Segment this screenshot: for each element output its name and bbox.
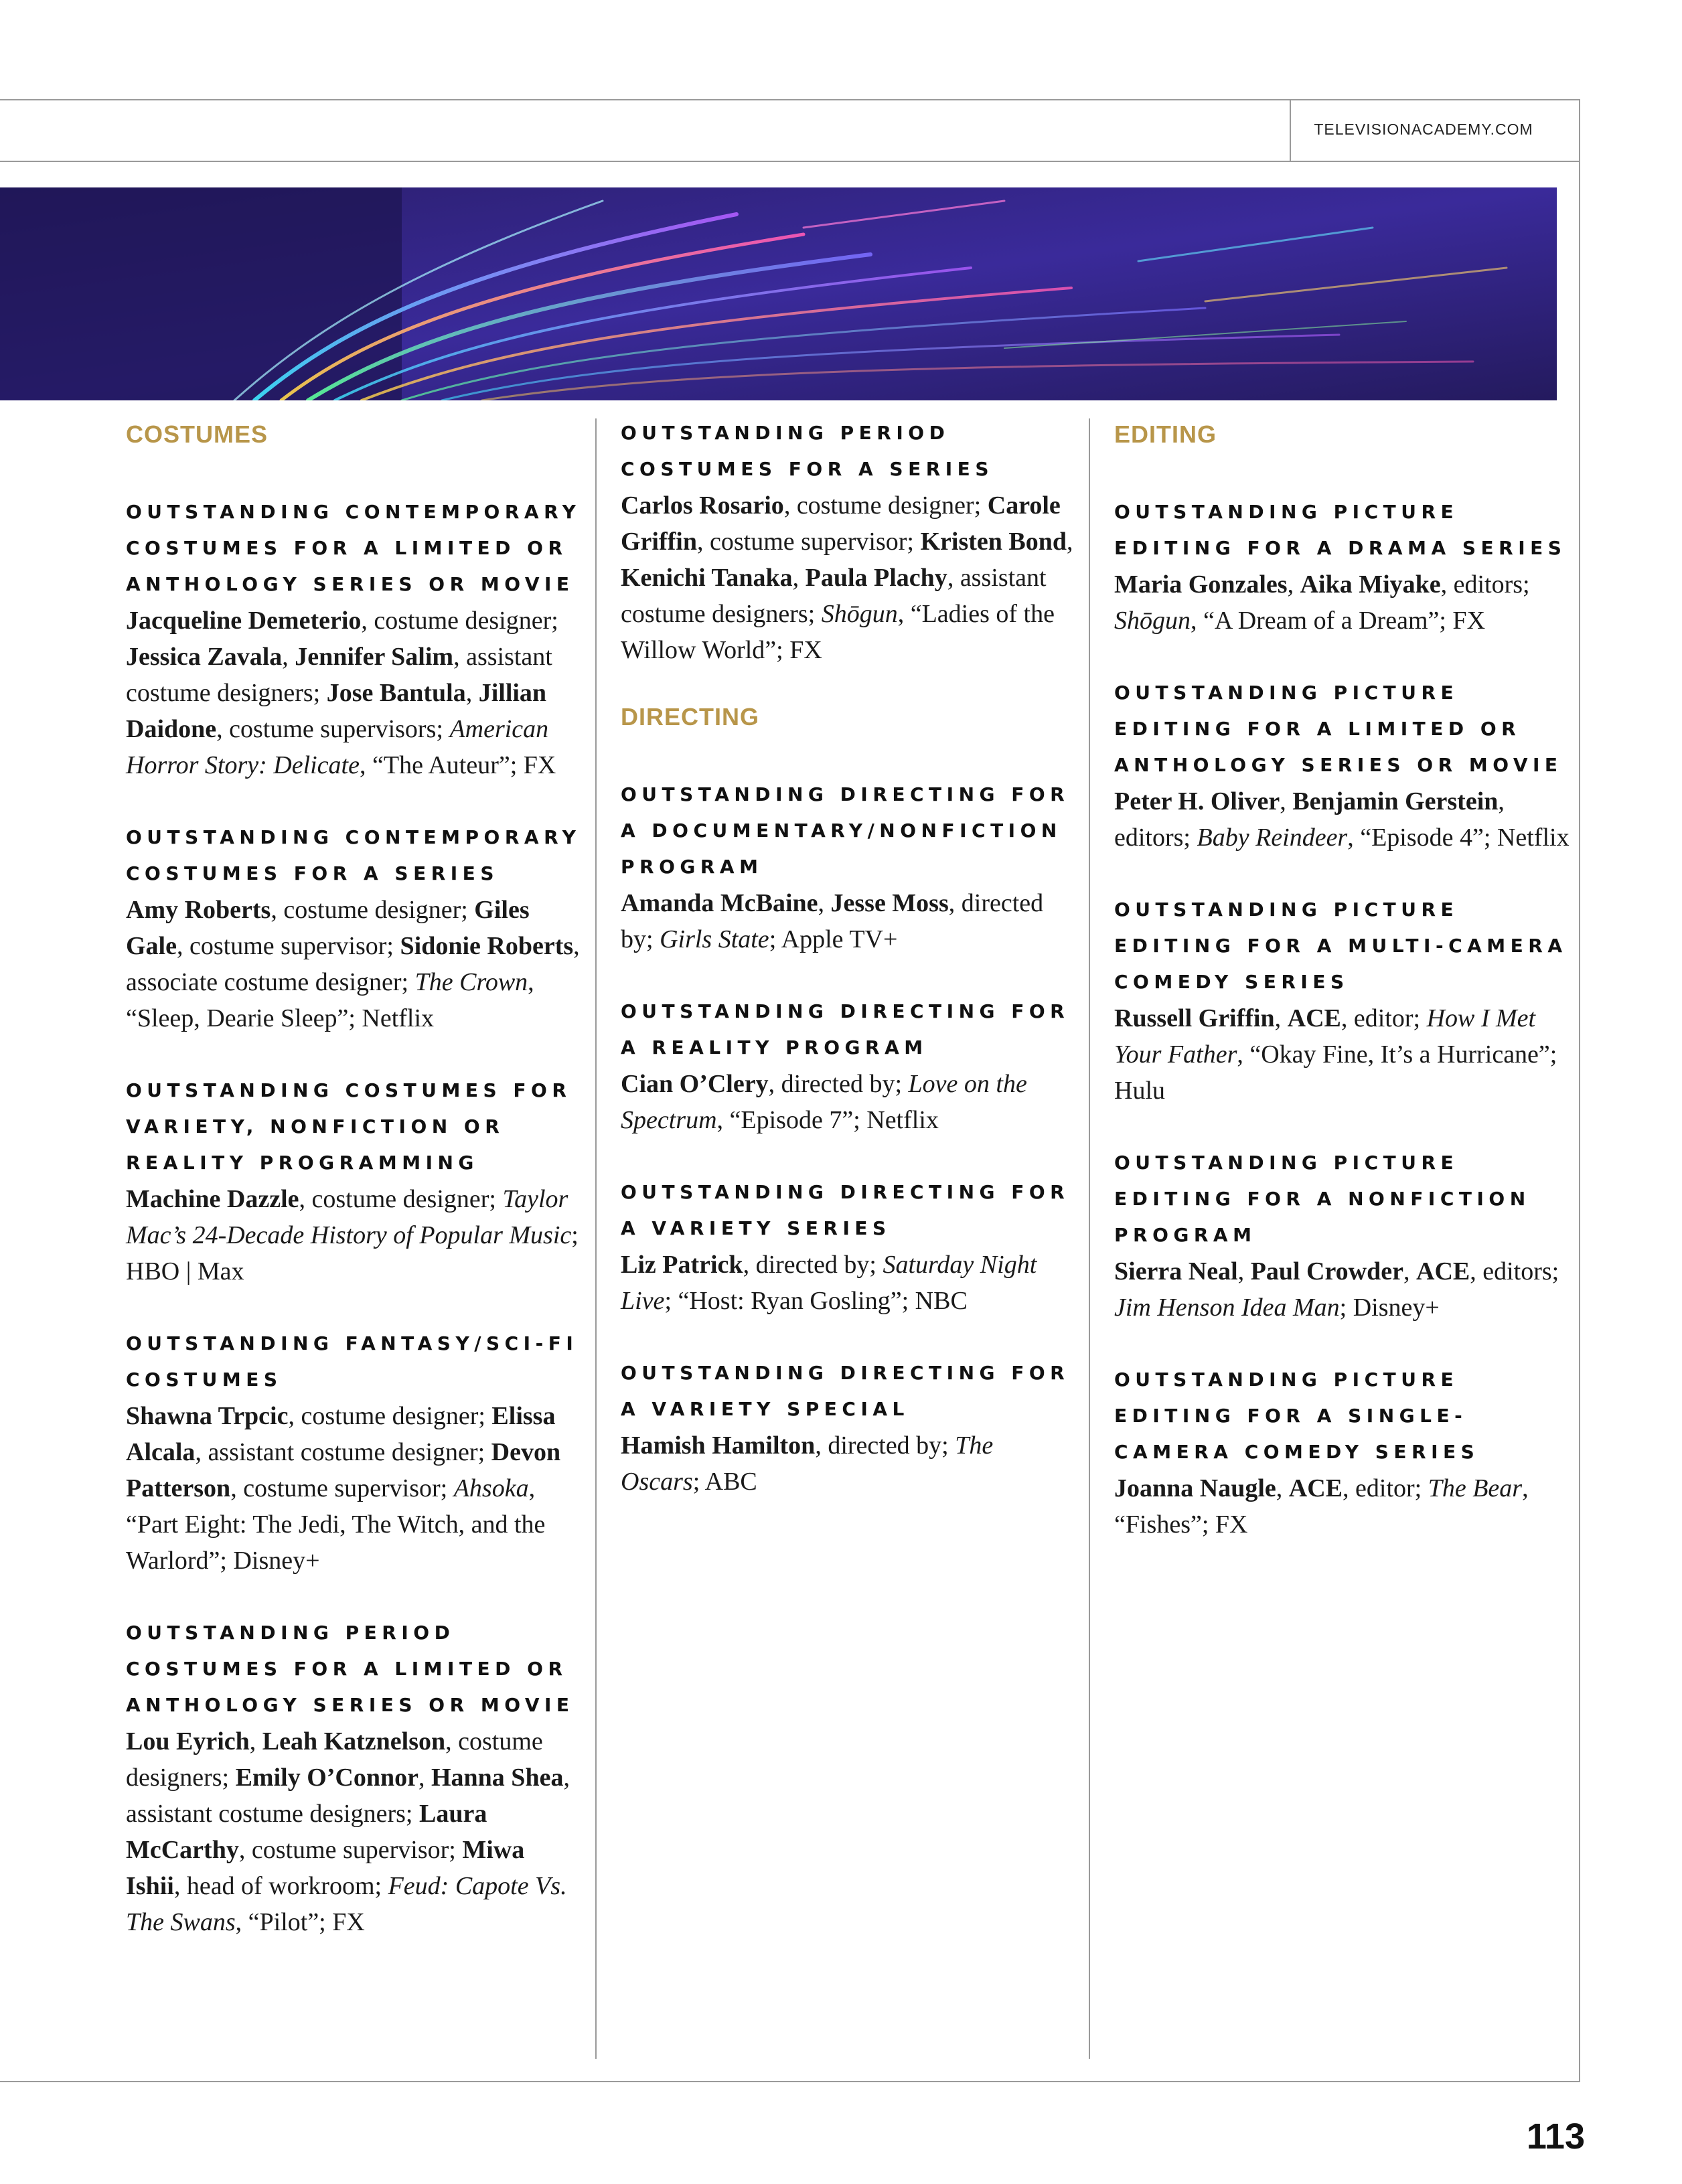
credit-text: , directed by;	[768, 1070, 909, 1098]
column-costumes	[126, 415, 581, 1976]
credit-text: , costume supervisors;	[216, 715, 450, 743]
award-category	[621, 777, 1076, 957]
credit-text: , editor;	[1341, 1004, 1427, 1032]
category-title: OUTSTANDING CONTEMPORARY COSTUMES FOR A SERIES	[126, 826, 581, 884]
nominee-entry	[621, 1427, 1076, 1500]
credit-text: , directed by;	[743, 1251, 883, 1279]
credit-text: ,	[249, 1727, 262, 1756]
program-title: Feud: Capote Vs. The Swans	[126, 1872, 567, 1936]
nominee-entry	[621, 1247, 1076, 1319]
credit-text: ; Apple TV+	[769, 925, 898, 953]
nominee-name: Devon Patterson	[126, 1438, 561, 1502]
nominee-name: Jesse Moss	[830, 889, 949, 917]
credit-text: ; ABC	[692, 1468, 757, 1496]
category-title: OUTSTANDING PICTURE EDITING FOR A DRAMA SERIES	[1114, 501, 1567, 559]
credit-text: , costume supervisor;	[176, 932, 400, 960]
column-separator-2	[1089, 418, 1090, 2059]
credit-text: ,	[418, 1764, 431, 1792]
nominee-name: Machine Dazzle	[126, 1185, 299, 1213]
footer-rule	[0, 2081, 1580, 2082]
nominee-name: Kenichi Tanaka	[621, 564, 793, 592]
credit-text: , “A Dream of a Dream”; FX	[1191, 607, 1486, 635]
credit-text: , “Part Eight: The Jedi, The Witch, and the Warlord”; Disney+	[126, 1474, 546, 1575]
credit-text: , “Episode 4”; Netflix	[1347, 824, 1570, 852]
credit-text: , costume designer;	[783, 491, 988, 520]
category-title: OUTSTANDING PERIOD COSTUMES FOR A SERIES	[621, 422, 994, 480]
nominee-name: Maria Gonzales	[1114, 570, 1288, 599]
nominee-name: Liz Patrick	[621, 1251, 743, 1279]
program-title: Baby Reindeer	[1197, 824, 1348, 852]
nominee-name: Aika Miyake	[1300, 570, 1441, 599]
category-title: OUTSTANDING FANTASY/SCI-FI COSTUMES	[126, 1332, 579, 1391]
credit-text: , editors;	[1470, 1257, 1559, 1285]
credit-text: , assistant costume designers;	[126, 643, 552, 707]
credit-text: ,	[1287, 570, 1300, 599]
credit-text: ,	[1237, 1257, 1251, 1285]
nominee-name: Peter H. Oliver	[1114, 787, 1280, 815]
program-title: Taylor Mac’s 24-Decade History of Popular Music	[126, 1185, 572, 1249]
credit-text: , costume supervisor;	[230, 1474, 454, 1502]
nominee-name: Benjamin Gerstein	[1292, 787, 1499, 815]
award-category	[1114, 494, 1570, 639]
nominee-name: Lou Eyrich	[126, 1727, 250, 1756]
credit-text: , editors;	[1114, 787, 1505, 852]
category-title: OUTSTANDING PICTURE EDITING FOR A LIMITED OR ANTHOLOGY SERIES OR MOVIE	[1114, 682, 1563, 776]
program-title: The Bear	[1428, 1474, 1523, 1502]
nominee-entry	[126, 1398, 581, 1579]
nominee-entry	[126, 1181, 581, 1290]
category-title: OUTSTANDING DIRECTING FOR A DOCUMENTARY/NONFICTION PROGRAM	[621, 783, 1070, 878]
category-title: OUTSTANDING COSTUMES FOR VARIETY, NONFICTION OR REALITY PROGRAMMING	[126, 1079, 572, 1174]
nominee-name: Joanna Naugle	[1114, 1474, 1276, 1502]
category-title: OUTSTANDING DIRECTING FOR A VARIETY SPECIAL	[621, 1362, 1070, 1420]
credit-text: , costume designer;	[361, 607, 558, 635]
nominee-name: Hamish Hamilton	[621, 1431, 816, 1460]
credit-text: , “Ladies of the Willow World”; FX	[621, 600, 1055, 664]
credit-text: , assistant costume designer;	[195, 1438, 491, 1466]
award-category	[1114, 1362, 1570, 1543]
nominee-name: Laura McCarthy	[126, 1800, 487, 1864]
credit-text: ; “Host: Ryan Gosling”; NBC	[664, 1287, 968, 1315]
credit-text: ,	[282, 643, 295, 671]
credit-text: , “Sleep, Dearie Sleep”; Netflix	[126, 968, 534, 1032]
column-editing	[1114, 415, 1570, 1579]
column-costumes-directing	[621, 415, 1076, 1536]
nominee-name: Russell Griffin	[1114, 1004, 1275, 1032]
credit-text: ; Disney+	[1339, 1294, 1440, 1322]
section-title-directing: DIRECTING	[621, 703, 759, 730]
credit-text: ,	[1067, 528, 1073, 556]
nominee-entry	[1114, 1253, 1570, 1326]
category-title: OUTSTANDING PICTURE EDITING FOR A SINGLE-CAMERA COMEDY SERIES	[1114, 1369, 1480, 1463]
light-streaks-graphic	[0, 187, 1557, 400]
program-title: How I Met Your Father	[1114, 1004, 1536, 1069]
credit-text: , costume designers;	[126, 1727, 543, 1792]
column-separator-1	[595, 418, 597, 2059]
nominee-name: Jacqueline Demeterio	[126, 607, 362, 635]
credit-text: , directed by;	[621, 889, 1044, 953]
nominee-entry	[1114, 566, 1570, 639]
credit-text: ,	[1276, 1474, 1289, 1502]
nominee-name: ACE	[1416, 1257, 1470, 1285]
program-title: Saturday Night Live	[621, 1251, 1037, 1315]
credit-text: , costume designer;	[288, 1402, 492, 1430]
program-title: Love on the Spectrum	[621, 1070, 1027, 1134]
credit-text: , costume supervisor;	[696, 528, 921, 556]
nominee-entry	[1114, 783, 1570, 856]
nominee-name: Miwa Ishii	[126, 1836, 525, 1900]
nominee-name: ACE	[1287, 1004, 1341, 1032]
credit-text: , editors;	[1440, 570, 1530, 599]
page-number: 113	[1526, 2116, 1585, 2157]
category-title: OUTSTANDING PICTURE EDITING FOR A MULTI-CAMERA COMEDY SERIES	[1114, 899, 1568, 993]
nominee-name: Amy Roberts	[126, 896, 271, 924]
category-title: OUTSTANDING PERIOD COSTUMES FOR A LIMITED OR ANTHOLOGY SERIES OR MOVIE	[126, 1622, 575, 1716]
header-divider	[1290, 99, 1291, 162]
nominee-name: Giles Gale	[126, 896, 530, 960]
nominee-name: Sierra Neal	[1114, 1257, 1238, 1285]
credit-text: , directed by;	[815, 1431, 955, 1460]
credit-text: , “Pilot”; FX	[235, 1908, 365, 1936]
award-category	[621, 994, 1076, 1138]
header-bottom-rule	[0, 161, 1580, 162]
program-title: Shōgun	[821, 600, 898, 628]
credit-text: , costume designer;	[271, 896, 475, 924]
nominee-entry	[621, 487, 1076, 668]
program-title: American Horror Story: Delicate	[126, 715, 549, 779]
nominee-name: Paula Plachy	[805, 564, 947, 592]
award-category	[126, 494, 581, 783]
header-top-rule	[0, 99, 1580, 100]
nominee-name: Paul Crowder	[1250, 1257, 1403, 1285]
program-title: Jim Henson Idea Man	[1114, 1294, 1340, 1322]
nominee-entry	[621, 1066, 1076, 1138]
nominee-name: ACE	[1288, 1474, 1343, 1502]
credit-text: , assistant costume designers;	[621, 564, 1047, 628]
nominee-name: Jose Bantula	[326, 679, 466, 707]
nominee-name: Carlos Rosario	[621, 491, 784, 520]
credit-text: , “Episode 7”; Netflix	[716, 1106, 939, 1134]
nominee-entry	[621, 885, 1076, 957]
site-url[interactable]: TELEVISIONACADEMY.COM	[1314, 121, 1533, 138]
nominee-name: Sidonie Roberts	[400, 932, 574, 960]
credit-text: ,	[1403, 1257, 1416, 1285]
credit-text: ,	[1274, 1004, 1288, 1032]
award-category	[621, 1174, 1076, 1319]
program-title: Ahsoka	[453, 1474, 529, 1502]
nominee-name: Leah Katznelson	[262, 1727, 446, 1756]
nominee-name: Kristen Bond	[920, 528, 1067, 556]
program-title: Shōgun	[1114, 607, 1191, 635]
nominee-name: Carole Griffin	[621, 491, 1061, 556]
award-category	[126, 1073, 581, 1290]
credit-text: ,	[818, 889, 831, 917]
category-title: OUTSTANDING PICTURE EDITING FOR A NONFICTION PROGRAM	[1114, 1152, 1531, 1246]
program-title: The Oscars	[621, 1431, 994, 1496]
nominee-entry	[1114, 1470, 1570, 1543]
credit-text: ; HBO | Max	[126, 1221, 579, 1285]
nominee-entry	[126, 603, 581, 783]
award-category	[126, 820, 581, 1036]
nominee-entry	[126, 1723, 581, 1940]
section-title-editing: EDITING	[1114, 420, 1217, 448]
nominee-name: Shawna Trpcic	[126, 1402, 289, 1430]
nominee-name: Elissa Alcala	[126, 1402, 556, 1466]
credit-text: , associate costume designer;	[126, 932, 580, 996]
credit-text: ,	[465, 679, 479, 707]
category-title: OUTSTANDING DIRECTING FOR A VARIETY SERIES	[621, 1181, 1070, 1239]
credit-text: , “The Auteur”; FX	[359, 751, 556, 779]
credit-text: , “Fishes”; FX	[1114, 1474, 1529, 1539]
header-banner-image	[0, 187, 1557, 400]
award-category	[1114, 1145, 1570, 1326]
credit-text: , “Okay Fine, It’s a Hurricane”; Hulu	[1114, 1040, 1557, 1105]
credit-text: , costume designer;	[299, 1185, 503, 1213]
nominee-name: Jessica Zavala	[126, 643, 283, 671]
award-category	[1114, 892, 1570, 1109]
credit-text: , head of workroom;	[173, 1872, 388, 1900]
credit-text: ,	[792, 564, 806, 592]
credit-text: ,	[1280, 787, 1293, 815]
credit-text: , editor;	[1343, 1474, 1428, 1502]
page-right-rule	[1579, 99, 1580, 2082]
nominee-name: Amanda McBaine	[621, 889, 818, 917]
nominee-entry	[1114, 1000, 1570, 1109]
nominee-name: Cian O’Clery	[621, 1070, 769, 1098]
program-title: The Crown	[414, 968, 528, 996]
award-category	[126, 1326, 581, 1579]
award-category	[621, 415, 1076, 668]
section-title-costumes: COSTUMES	[126, 420, 269, 448]
award-category	[126, 1615, 581, 1940]
nominee-name: Jillian Daidone	[126, 679, 547, 743]
nominee-name: Emily O’Connor	[235, 1764, 418, 1792]
nominee-entry	[126, 892, 581, 1036]
award-category	[1114, 675, 1570, 856]
nominee-name: Hanna Shea	[431, 1764, 564, 1792]
credit-text: , costume supervisor;	[238, 1836, 463, 1864]
credit-text: , assistant costume designers;	[126, 1764, 570, 1828]
program-title: Girls State	[660, 925, 769, 953]
nominee-name: Jennifer Salim	[295, 643, 454, 671]
award-category	[621, 1355, 1076, 1500]
category-title: OUTSTANDING CONTEMPORARY COSTUMES FOR A LIMITED OR ANTHOLOGY SERIES OR MOVIE	[126, 501, 581, 595]
category-title: OUTSTANDING DIRECTING FOR A REALITY PROGRAM	[621, 1000, 1070, 1059]
